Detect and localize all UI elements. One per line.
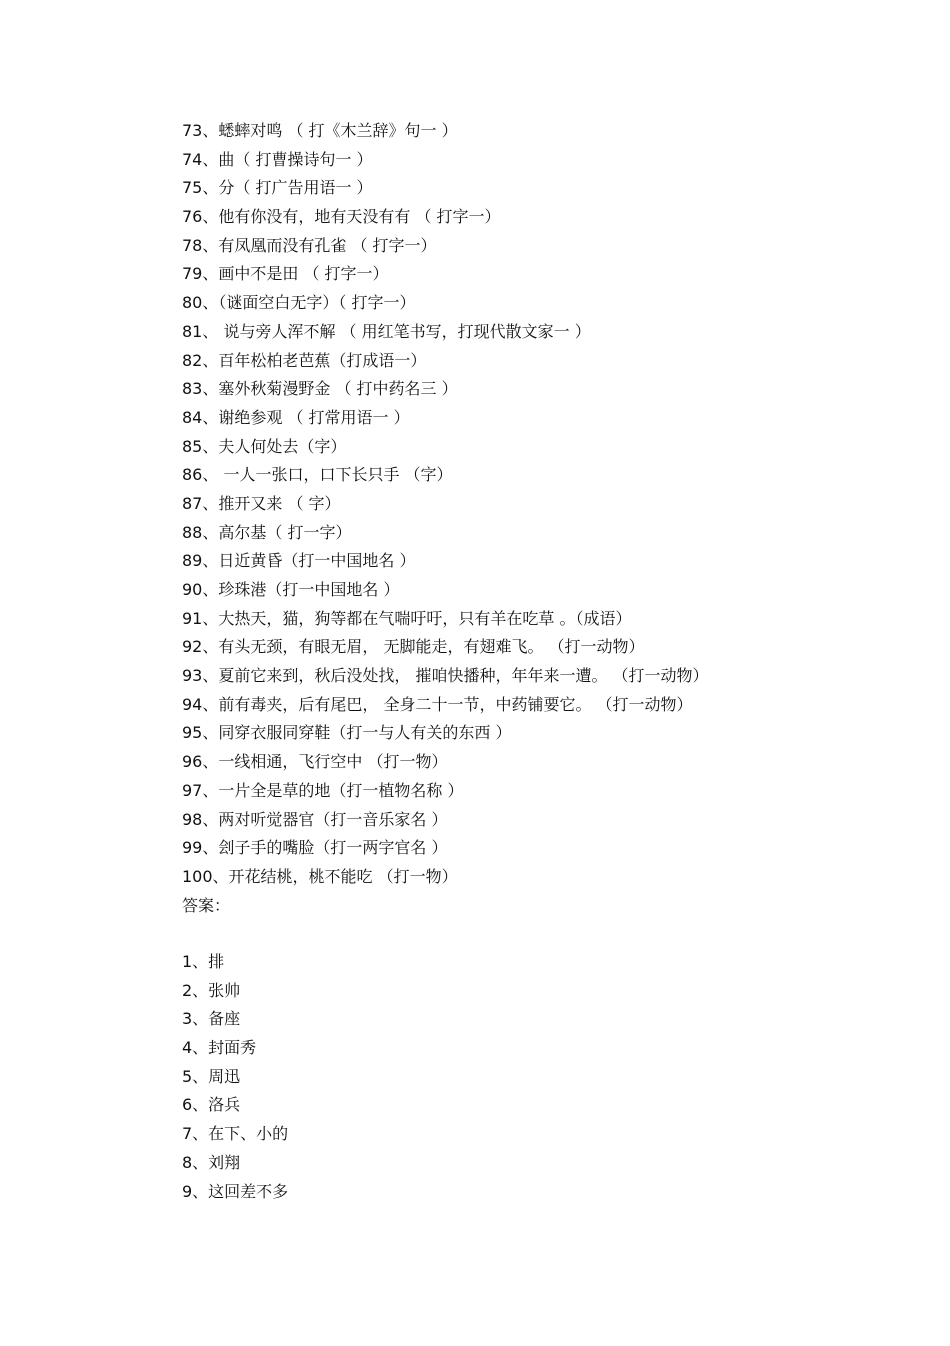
riddle-item: 85、夫人何处去（字） [182, 436, 347, 456]
answer-item: 2、张帅 [182, 980, 241, 1000]
riddle-item: 82、百年松柏老芭蕉（打成语一） [182, 350, 427, 370]
riddle-list [182, 117, 902, 920]
riddle-item: 91、大热天，猫，狗等都在气喘吁吁，只有羊在吃草 。（成语） [182, 608, 632, 628]
riddle-item: 95、同穿衣服同穿鞋（打一与人有关的东西 ） [182, 723, 512, 743]
riddle-item: 87、推开又来 （ 字） [182, 493, 341, 513]
answer-item: 7、在下、小的 [182, 1124, 289, 1144]
riddle-item: 80、（谜面空白无字）（ 打字一） [182, 293, 416, 313]
riddle-item: 97、一片全是草的地（打一植物名称 ） [182, 780, 464, 800]
riddle-item: 73、蟋蟀对鸣 （ 打《木兰辞》句一 ） [182, 121, 458, 140]
riddle-item: 98、两对听觉器官（打一音乐家名 ） [182, 809, 448, 829]
answer-item: 1、排 [182, 952, 225, 971]
riddle-item: 94、前有毒夹，后有尾巴， 全身二十一节，中药铺要它。 （打一动物） [182, 694, 693, 714]
riddle-item: 81、 说与旁人浑不解 （ 用红笔书写，打现代散文家一 ） [182, 321, 591, 341]
answer-item: 4、封面秀 [182, 1038, 257, 1058]
answer-item: 9、这回差不多 [182, 1181, 289, 1201]
answer-list [182, 948, 902, 1206]
riddle-item: 96、一线相通，飞行空中 （打一物） [182, 752, 448, 772]
answer-item: 8、刘翔 [182, 1152, 241, 1172]
riddle-item: 75、分（ 打广告用语一 ） [182, 178, 373, 198]
answer-item: 6、洛兵 [182, 1095, 241, 1115]
riddle-item: 90、珍珠港（打一中国地名 ） [182, 580, 400, 599]
riddle-item: 88、高尔基（ 打一字） [182, 522, 352, 542]
riddle-item: 76、他有你没有，地有天没有有 （ 打字一） [182, 207, 501, 227]
answers-heading: 答案： [182, 895, 231, 915]
riddle-item: 74、曲（ 打曹操诗句一 ） [182, 149, 373, 169]
riddle-item: 100、开花结桃，桃不能吃 （打一物） [182, 866, 458, 886]
answer-item: 5、周迅 [182, 1066, 241, 1086]
riddle-item: 79、画中不是田 （ 打字一） [182, 264, 389, 284]
riddle-item: 83、塞外秋菊漫野金 （ 打中药名三 ） [182, 379, 458, 399]
answer-item: 3、备座 [182, 1009, 241, 1029]
riddle-item: 99、刽子手的嘴脸（打一两字官名 ） [182, 838, 448, 858]
riddle-item: 89、日近黄昏（打一中国地名 ） [182, 551, 416, 571]
riddle-item: 78、有凤凰而没有孔雀 （ 打字一） [182, 235, 437, 255]
riddle-item: 92、有头无颈，有眼无眉， 无脚能走，有翅难飞。 （打一动物） [182, 637, 645, 657]
riddle-item: 93、夏前它来到，秋后没处找， 摧咱快播种，年年来一遭。 （打一动物） [182, 666, 709, 686]
riddle-item: 84、谢绝参观 （ 打常用语一 ） [182, 407, 410, 427]
riddle-item: 86、 一人一张口，口下长只手 （字） [182, 465, 453, 485]
